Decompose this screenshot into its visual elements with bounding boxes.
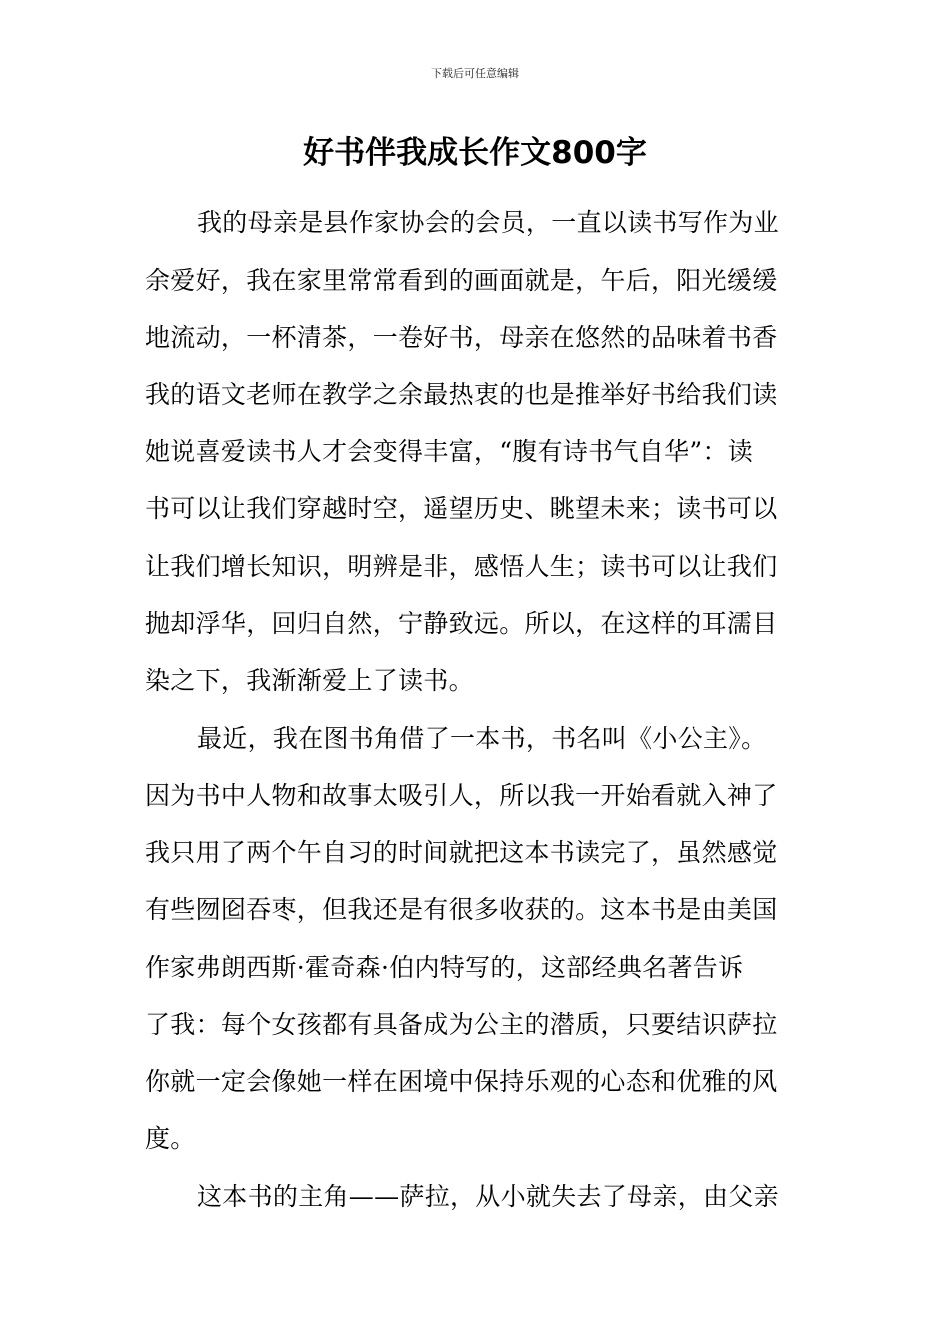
text-line: 余爱好，我在家里常常看到的画面就是，午后，阳光缓缓	[145, 266, 778, 295]
text-line: 这本书的主角——萨拉，从小就失去了母亲，由父亲	[197, 1182, 779, 1211]
text-line: 地流动，一杯清茶，一卷好书，母亲在悠然的品味着书香	[145, 323, 778, 352]
text-line: 你就一定会像她一样在困境中保持乐观的心态和优雅的风	[145, 1067, 778, 1096]
text-line: 我的语文老师在教学之余最热衷的也是推举好书给我们读	[145, 380, 778, 409]
text-line: 她说喜爱读书人才会变得丰富，“腹有诗书气自华”：读	[145, 437, 754, 466]
text-line: 了我：每个女孩都有具备成为公主的潜质，只要结识萨拉	[145, 1010, 778, 1039]
text-line: 染之下，我渐渐爱上了读书。	[145, 666, 474, 695]
document-title: 好书伴我成长作文800字	[303, 135, 647, 171]
text-line: 有些囫囵吞枣，但我还是有很多收获的。这本书是由美国	[145, 895, 778, 924]
text-line: 作家弗朗西斯·霍奇森·伯内特写的，这部经典名著告诉	[145, 953, 744, 982]
text-line: 抛却浮华，回归自然，宁静致远。所以，在这样的耳濡目	[145, 609, 778, 638]
text-line: 最近，我在图书角借了一本书，书名叫《小公主》。	[197, 724, 767, 753]
text-line: 我的母亲是县作家协会的会员，一直以读书写作为业	[197, 208, 779, 237]
text-line: 因为书中人物和故事太吸引人，所以我一开始看就入神了	[145, 781, 778, 810]
text-line: 书可以让我们穿越时空，遥望历史、眺望未来；读书可以	[145, 494, 778, 523]
header-note: 下载后可任意编辑	[431, 67, 519, 80]
text-line: 度。	[145, 1124, 196, 1153]
text-line: 让我们增长知识，明辨是非，感悟人生；读书可以让我们	[145, 552, 778, 581]
text-line: 我只用了两个午自习的时间就把这本书读完了，虽然感觉	[145, 838, 778, 867]
